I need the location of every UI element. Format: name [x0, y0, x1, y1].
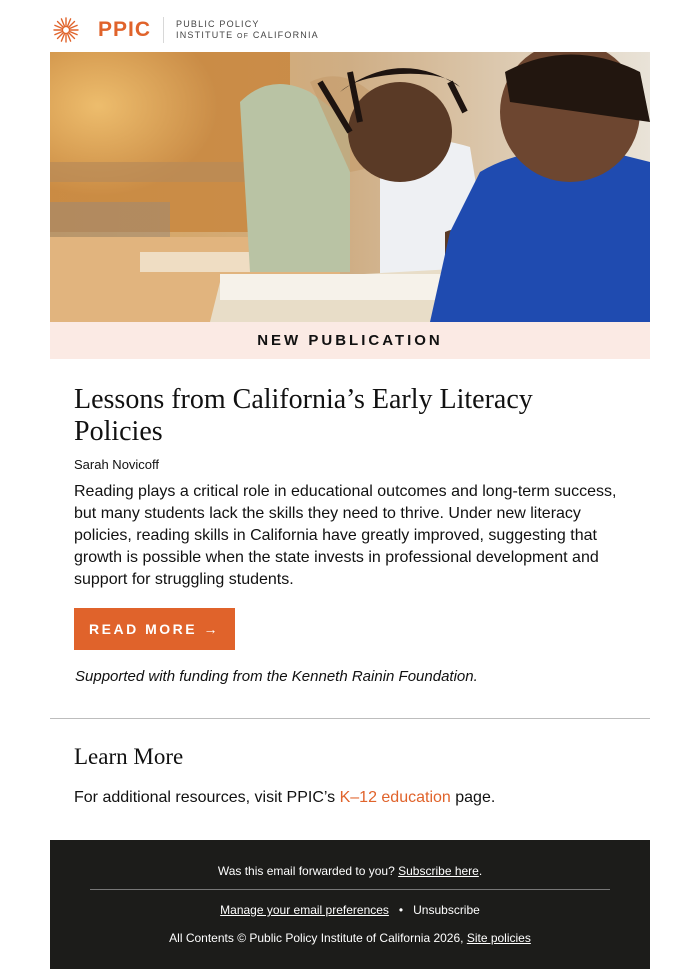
learn-more-heading: Learn More	[74, 744, 184, 769]
k12-education-link[interactable]: K–12 education	[339, 789, 451, 806]
footer-divider	[90, 889, 610, 890]
unsubscribe-link[interactable]: Unsubscribe	[413, 903, 480, 917]
funding-note: Supported with funding from the Kenneth Rainin Foundation.	[75, 668, 478, 685]
preferences-line	[50, 903, 650, 917]
logo-separator	[163, 17, 164, 43]
ppic-logo-text: PPIC	[98, 18, 152, 41]
section-divider	[50, 718, 650, 719]
forwarded-line: Was this email forwarded to you? Subscribe here.	[217, 864, 483, 878]
article-title[interactable]: Lessons from California’s Early Literacy Policies	[74, 384, 533, 447]
read-more-button[interactable]: READ MORE →	[74, 608, 235, 650]
article-description: Reading plays a critical role in educational outcomes and long-term success, but many students lack the skills they need to thrive. Under new literacy policies, reading skills in California have greatly improved, suggesting that growth is possible when the state invests in professional development and support for struggling students.	[74, 483, 617, 588]
institute-name-line1: PUBLIC POLICY	[176, 18, 260, 29]
subscribe-link[interactable]: Subscribe here	[398, 864, 479, 878]
article-author: Sarah Novicoff	[74, 457, 160, 472]
sunburst-logo-icon	[52, 16, 80, 44]
banner-label: NEW PUBLICATION	[257, 332, 443, 349]
hero-image[interactable]	[50, 52, 650, 322]
email-footer	[50, 840, 650, 969]
institute-name-line2: INSTITUTE OF CALIFORNIA	[176, 29, 319, 40]
copyright-line: All Contents © Public Policy Institute of California 2026, Site policies	[169, 931, 531, 945]
institute-name	[176, 19, 319, 42]
learn-more-text: For additional resources, visit PPIC’s K–12 education page.	[74, 789, 496, 806]
bullet-separator: •	[398, 903, 404, 917]
email-header	[50, 10, 650, 50]
site-policies-link[interactable]: Site policies	[466, 931, 531, 945]
manage-preferences-link[interactable]: Manage your email preferences	[220, 903, 389, 917]
children-reading-illustration	[50, 52, 650, 322]
new-publication-banner	[50, 322, 650, 359]
